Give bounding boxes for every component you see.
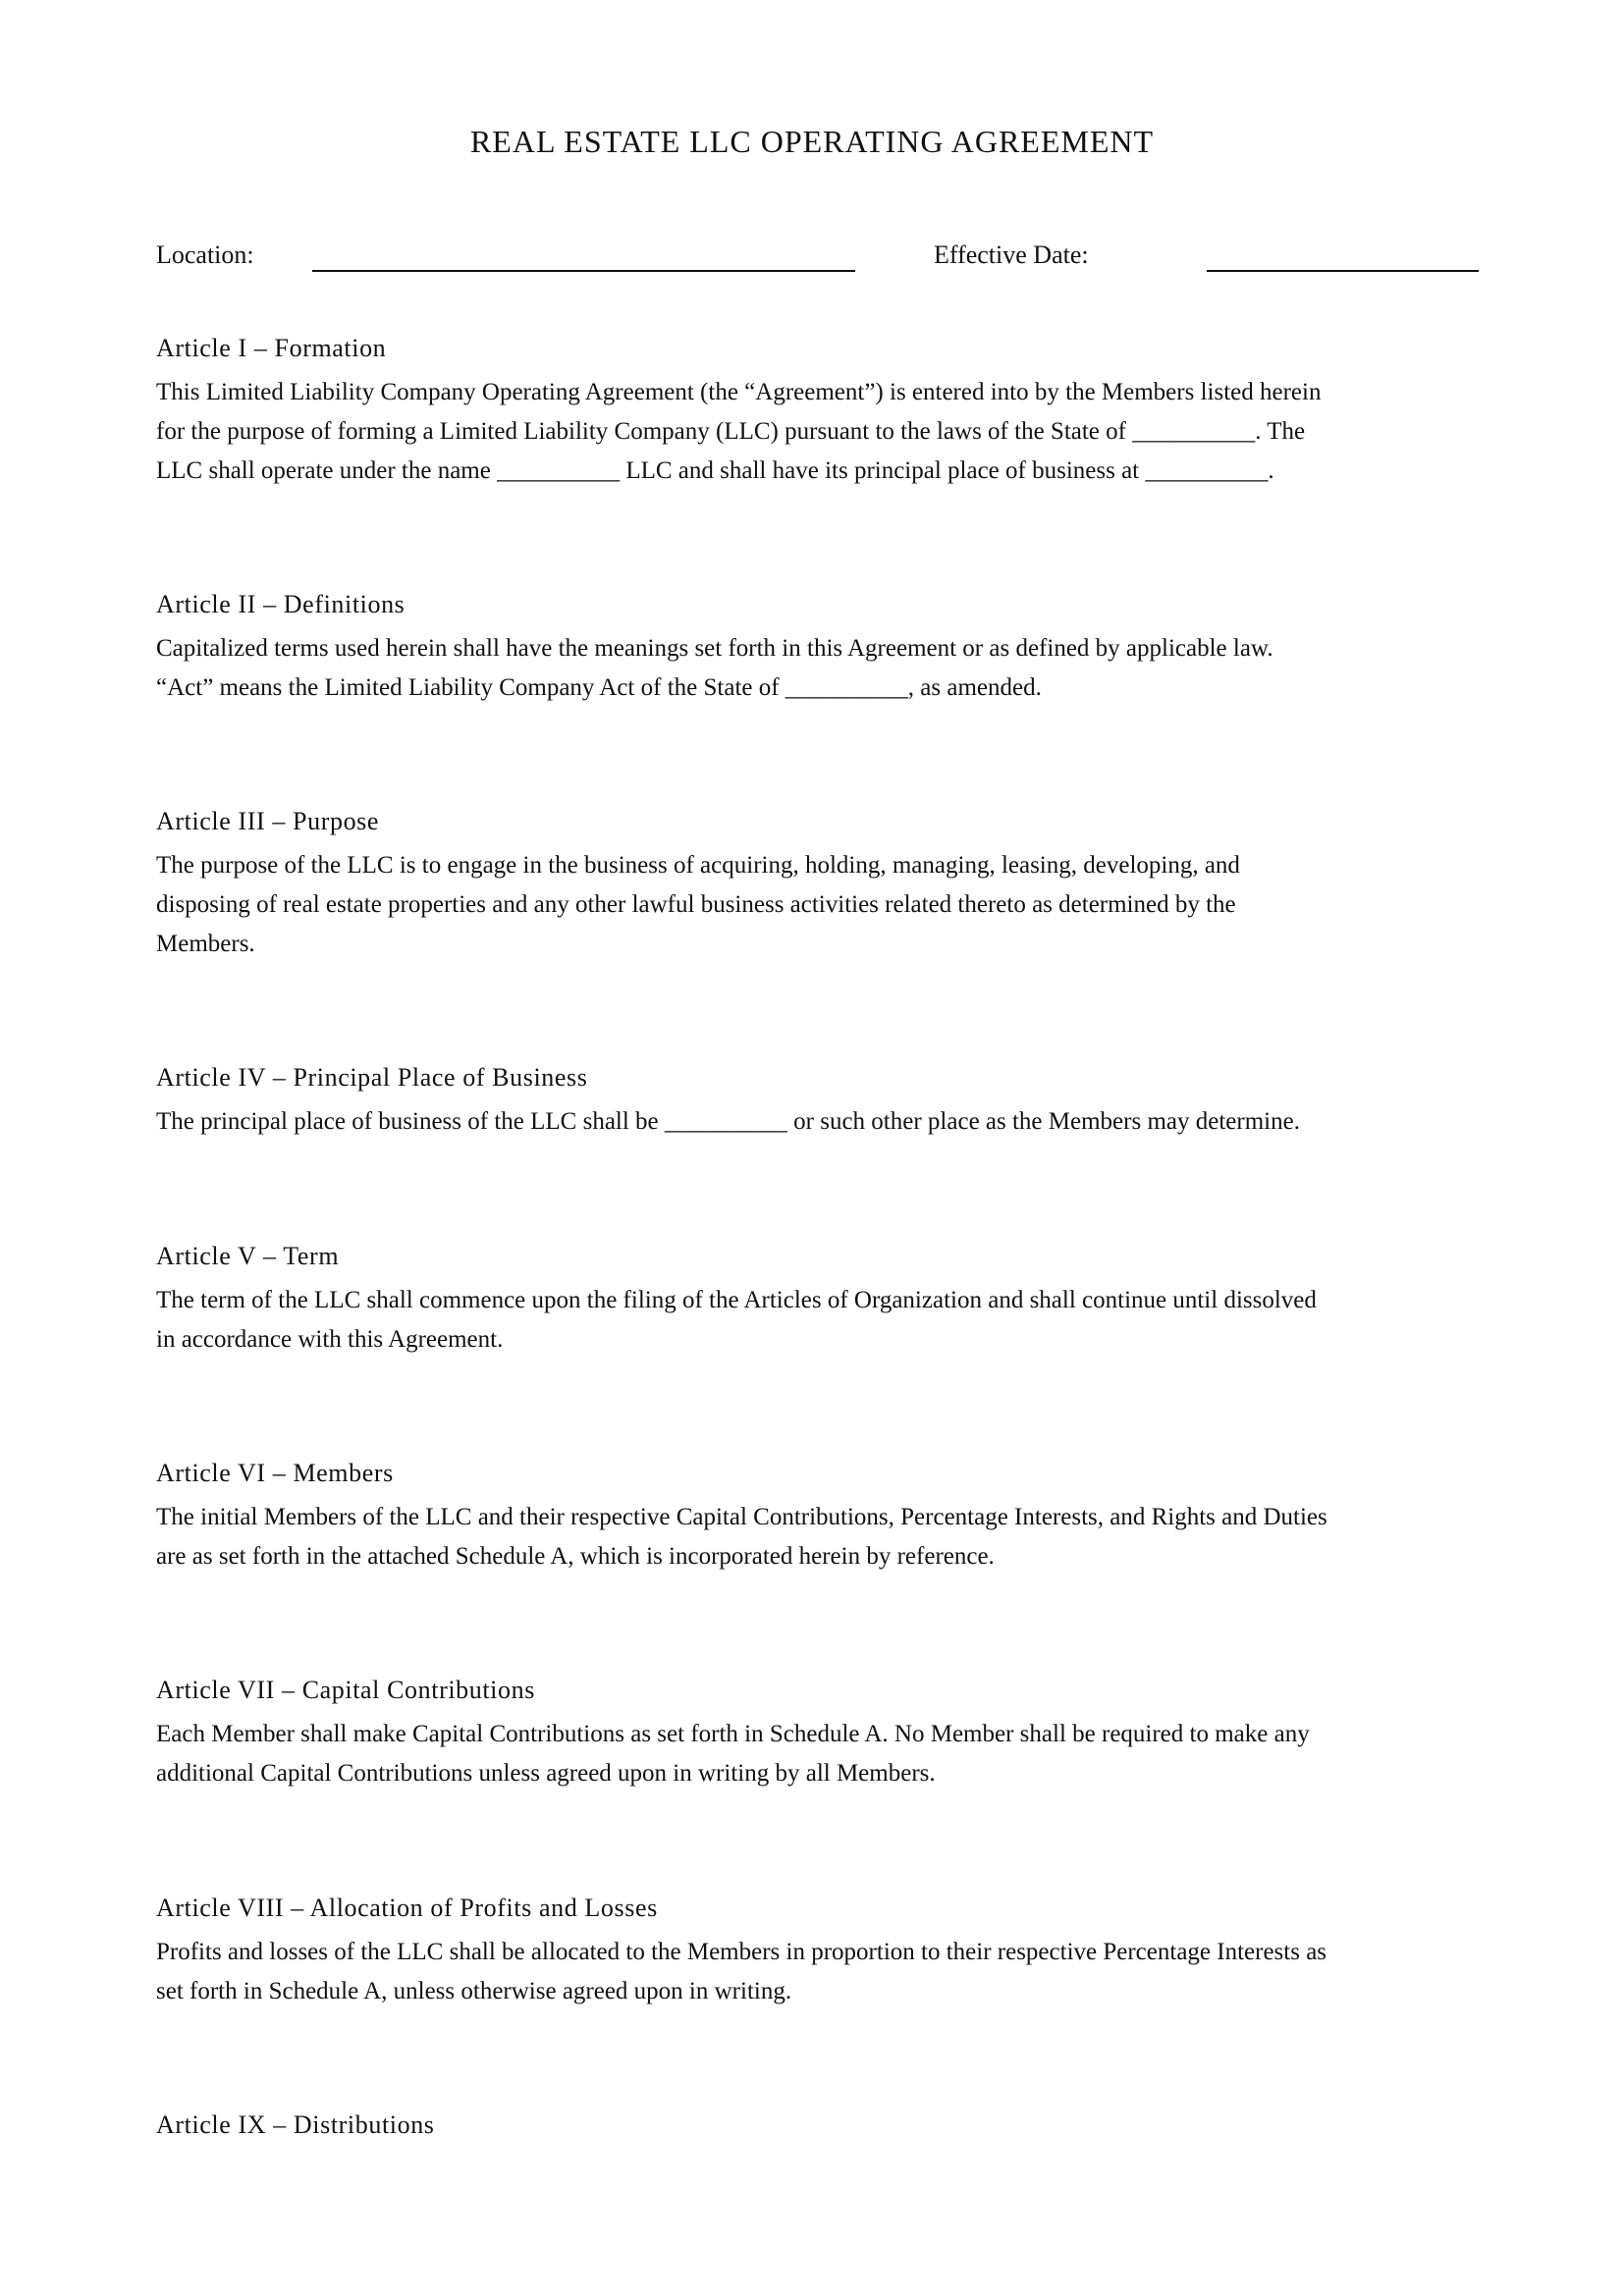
article-5-section xyxy=(156,1242,1482,1360)
article-heading: Article VI – Members xyxy=(156,1459,394,1487)
article-body: Capitalized terms used herein shall have the meanings set forth in this Agreement or as defined by applicable law. “Act” means the Limited Liability Company Act of the State of __________, as amended. xyxy=(156,635,1273,701)
document-title: REAL ESTATE LLC OPERATING AGREEMENT xyxy=(469,124,1155,159)
article-2-section xyxy=(156,590,1482,708)
article-heading: Article I – Formation xyxy=(156,334,387,362)
article-body: The term of the LLC shall commence upon the filing of the Articles of Organization and shall continue until dissolved in accordance with this Agreement. xyxy=(156,1287,1317,1353)
article-heading: Article V – Term xyxy=(156,1242,340,1270)
article-body: Profits and losses of the LLC shall be allocated to the Members in proportion to their respective Percentage Interests as set forth in Schedule A, unless otherwise agreed upon in writing. xyxy=(156,1939,1327,2004)
article-9-section xyxy=(156,2110,1482,2150)
article-heading: Article III – Purpose xyxy=(156,807,380,835)
article-7-section xyxy=(156,1676,1482,1793)
location-label: Location: xyxy=(156,240,254,269)
article-heading: Article VIII – Allocation of Profits and Losses xyxy=(156,1894,658,1922)
article-3-section xyxy=(156,807,1482,964)
article-body: The purpose of the LLC is to engage in the business of acquiring, holding, managing, leasing, developing, and disposing of real estate properties and any other lawful business activities related thereto as determined by the Members. xyxy=(156,852,1240,957)
article-body: The principal place of business of the LLC shall be __________ or such other place as the Members may determine. xyxy=(156,1108,1300,1135)
article-heading: Article II – Definitions xyxy=(156,590,406,618)
article-body: Each Member shall make Capital Contributions as set forth in Schedule A. No Member shall be required to make any additional Capital Contributions unless agreed upon in writing by all Members. xyxy=(156,1721,1310,1787)
article-1-section xyxy=(156,334,1482,491)
article-8-section xyxy=(156,1894,1482,2011)
article-heading: Article VII – Capital Contributions xyxy=(156,1676,535,1704)
effective-date-label: Effective Date: xyxy=(934,240,1089,269)
article-body: This Limited Liability Company Operating Agreement (the “Agreement”) is entered into by the Members listed herein for the purpose of forming a Limited Liability Company (LLC) pursuant to the laws of the State of __________. The LLC shall operate under the name __________ LLC and shall have its principal place of business at __________. xyxy=(156,379,1322,484)
location-blank-line[interactable] xyxy=(312,270,855,272)
article-heading: Article IV – Principal Place of Business xyxy=(156,1063,588,1092)
article-body: The initial Members of the LLC and their respective Capital Contributions, Percentage Interests, and Rights and Duties are as set forth in the attached Schedule A, which is incorporated herein by reference. xyxy=(156,1504,1327,1570)
article-6-section xyxy=(156,1459,1482,1576)
article-heading: Article IX – Distributions xyxy=(156,2110,435,2139)
article-4-section xyxy=(156,1063,1482,1142)
effective-date-blank-line[interactable] xyxy=(1207,270,1479,272)
